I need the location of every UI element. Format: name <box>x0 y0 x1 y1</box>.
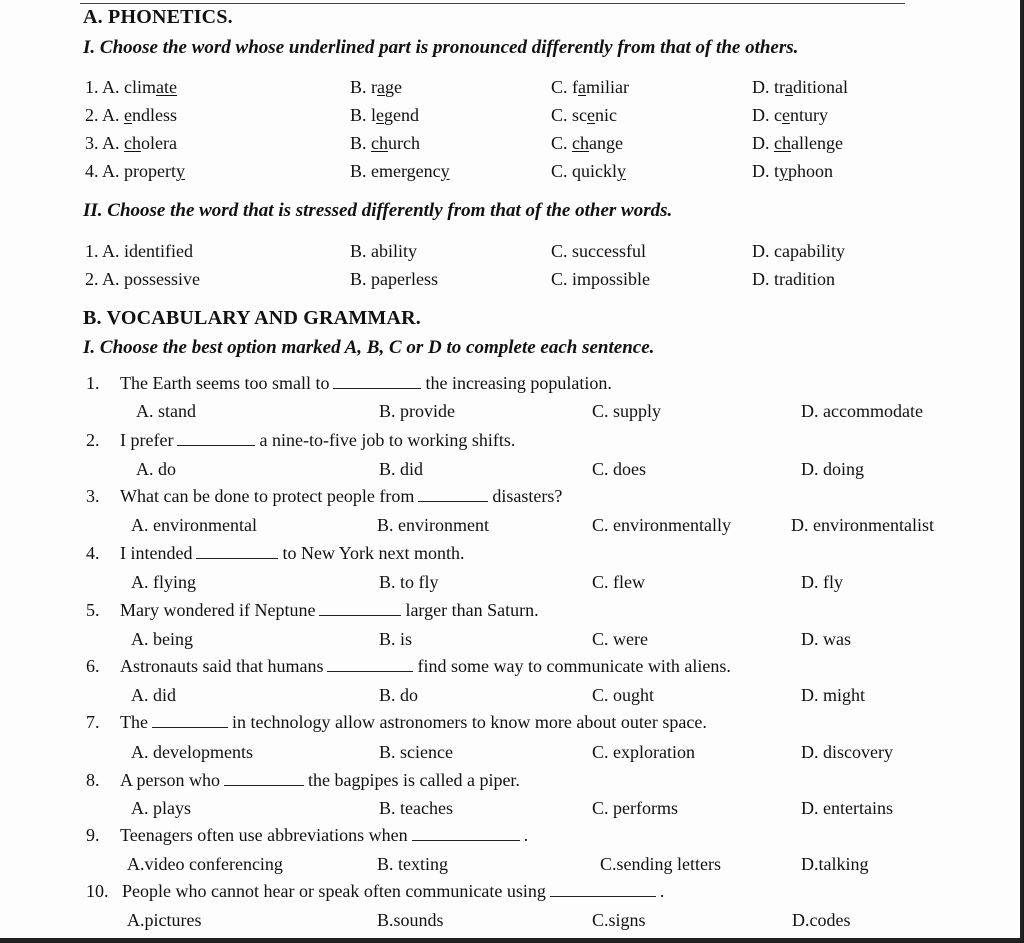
stress-question-row <box>0 241 1020 267</box>
underlined-part: a <box>377 77 386 97</box>
option-label: B. <box>350 77 367 97</box>
section-b-title: B. VOCABULARY AND GRAMMAR. <box>83 307 421 329</box>
answer-blank <box>550 882 656 897</box>
option-d: D. accommodate <box>801 401 923 421</box>
option-a: A.pictures <box>127 910 202 930</box>
option-c: C. supply <box>592 401 662 421</box>
options-row <box>0 572 1020 598</box>
option-c: C. ought <box>592 685 655 705</box>
option-text: ntury <box>790 105 828 125</box>
option-a: A. flying <box>131 572 196 592</box>
vocabulary-instruction: I. Choose the best option marked A, B, C or D to complete each sentence. <box>83 337 655 358</box>
option-label: D. <box>752 77 770 97</box>
option-text: clim <box>124 77 157 97</box>
option-text: quickl <box>572 161 618 181</box>
option-d: D. discovery <box>801 742 893 762</box>
stem-text: the bagpipes is called a piper. <box>308 770 520 790</box>
answer-blank <box>196 544 278 559</box>
option-b: B. did <box>379 459 424 479</box>
option-d: D. capability <box>752 241 845 261</box>
question-stem <box>0 486 1020 512</box>
answer-blank <box>327 657 413 672</box>
answer-blank <box>319 601 401 616</box>
question-number: 1. A. <box>85 77 120 97</box>
stem-text: . <box>523 825 529 845</box>
stem-text: in technology allow astronomers to know more about outer space. <box>231 712 707 732</box>
options-row <box>0 401 1020 427</box>
question-number: 8. <box>86 770 100 790</box>
option-b: B. ability <box>350 241 417 261</box>
option-c: C. performs <box>592 798 678 818</box>
option-a: 1. A. identified <box>85 241 193 261</box>
question-number: 1. <box>86 373 100 393</box>
question-stem <box>0 712 1020 738</box>
underlined-part: y <box>176 161 185 181</box>
answer-blank <box>333 374 421 389</box>
phonetics-question-row <box>0 77 1020 103</box>
stem-text: A person who <box>120 770 220 790</box>
question-stem <box>0 825 1020 851</box>
option-b: B. to fly <box>379 572 439 592</box>
underlined-part: a <box>785 77 793 97</box>
phonetics-question-row <box>0 133 1020 159</box>
option-b: B. teaches <box>379 798 453 818</box>
options-row <box>0 910 1020 936</box>
answer-blank <box>224 771 304 786</box>
question-number: 2. A. <box>85 105 120 125</box>
underlined-part: ch <box>124 133 142 153</box>
option-d: D. entertains <box>801 798 893 818</box>
option-text: sc <box>572 105 588 125</box>
option-d: D. doing <box>801 459 864 479</box>
stem-text: to New York next month. <box>282 543 465 563</box>
option-c: C. were <box>592 629 648 649</box>
option-c: C. environmentally <box>592 515 731 535</box>
question-number: 9. <box>86 825 100 845</box>
underlined-part: e <box>124 105 133 125</box>
phonetics-question-row <box>0 161 1020 187</box>
stem-text: the increasing population. <box>425 373 612 393</box>
option-c: C. exploration <box>592 742 695 762</box>
option-text: propert <box>124 161 176 181</box>
option-label: C. <box>551 133 568 153</box>
option-text: t <box>774 161 780 181</box>
option-text: ge <box>385 77 403 97</box>
underlined-part: a <box>578 77 587 97</box>
option-d: D.codes <box>792 910 851 930</box>
question-stem <box>0 881 1020 907</box>
option-a: A.video conferencing <box>127 854 283 874</box>
stem-text: a nine-to-five job to working shifts. <box>259 430 516 450</box>
question-number: 2. <box>86 430 100 450</box>
underlined-part: ch <box>371 133 389 153</box>
options-row <box>0 854 1020 880</box>
stem-text: disasters? <box>492 486 563 506</box>
answer-blank <box>152 713 228 728</box>
underlined-part: e <box>376 105 385 125</box>
option-c: C. impossible <box>551 269 651 289</box>
stem-text: Teenagers often use abbreviations when <box>120 825 408 845</box>
option-text: phoon <box>788 161 834 181</box>
answer-blank <box>177 431 255 446</box>
stem-text: I intended <box>120 543 193 563</box>
option-text: olera <box>141 133 177 153</box>
option-label: D. <box>752 161 770 181</box>
underlined-part: ch <box>572 133 590 153</box>
option-a: 2. A. possessive <box>85 269 201 289</box>
stem-text: What can be done to protect people from <box>120 486 415 506</box>
option-label: B. <box>350 133 367 153</box>
stem-text: find some way to communicate with aliens. <box>417 656 731 676</box>
answer-blank <box>418 487 488 502</box>
options-row <box>0 742 1020 768</box>
option-a: A. being <box>131 629 193 649</box>
option-b: B.sounds <box>377 910 444 930</box>
option-label: B. <box>350 161 367 181</box>
option-text: gend <box>384 105 420 125</box>
option-b: B. provide <box>379 401 455 421</box>
question-number: 7. <box>86 712 100 732</box>
option-c: C.sending letters <box>600 854 721 874</box>
question-number: 6. <box>86 656 100 676</box>
phonetics-instruction-2: II. Choose the word that is stressed differently from that of the other words. <box>83 200 673 221</box>
option-text: allenge <box>791 133 843 153</box>
question-number: 3. <box>86 486 100 506</box>
answer-blank <box>412 826 520 841</box>
option-d: D.talking <box>801 854 869 874</box>
option-text: ndless <box>132 105 178 125</box>
section-a-title: A. PHONETICS. <box>83 6 233 28</box>
option-a: A. environmental <box>131 515 257 535</box>
underlined-part: y <box>440 161 450 181</box>
question-number: 3. A. <box>85 133 120 153</box>
underlined-part: e <box>782 105 790 125</box>
stem-text: The <box>120 712 148 732</box>
stem-text: Astronauts said that humans <box>120 656 324 676</box>
stem-text: The Earth seems too small to <box>120 373 330 393</box>
option-text: emergenc <box>371 161 441 181</box>
option-text: tr <box>774 77 785 97</box>
option-text: ange <box>589 133 623 153</box>
option-label: C. <box>551 77 568 97</box>
stem-text: larger than Saturn. <box>405 600 539 620</box>
phonetics-instruction-1: I. Choose the word whose underlined part is pronounced differently from that of the others. <box>83 37 799 58</box>
question-stem <box>0 770 1020 796</box>
top-rule <box>80 3 905 4</box>
stem-text: . <box>659 881 665 901</box>
question-number: 4. <box>86 543 100 563</box>
underlined-part: e <box>587 105 596 125</box>
option-d: D. environmentalist <box>791 515 934 535</box>
stress-question-row <box>0 269 1020 295</box>
option-c: C.signs <box>592 910 646 930</box>
underlined-part: y <box>617 161 627 181</box>
option-a: A. did <box>131 685 176 705</box>
options-row <box>0 629 1020 655</box>
option-text: f <box>572 77 579 97</box>
option-d: D. fly <box>801 572 843 592</box>
option-label: C. <box>551 161 568 181</box>
option-text: r <box>371 77 378 97</box>
underlined-part: ch <box>774 133 791 153</box>
question-stem <box>0 373 1020 399</box>
option-b: B. paperless <box>350 269 438 289</box>
options-row <box>0 515 1020 541</box>
option-c: C. flew <box>592 572 645 592</box>
option-text: miliar <box>586 77 630 97</box>
option-text: c <box>774 105 782 125</box>
option-d: D. tradition <box>752 269 835 289</box>
question-stem <box>0 656 1020 682</box>
phonetics-question-row <box>0 105 1020 131</box>
option-b: B. environment <box>377 515 489 535</box>
option-label: C. <box>551 105 568 125</box>
question-number: 10. <box>86 881 109 901</box>
stem-text: Mary wondered if Neptune <box>120 600 316 620</box>
option-b: B. do <box>379 685 419 705</box>
question-number: 4. A. <box>85 161 120 181</box>
option-text: ditional <box>793 77 848 97</box>
option-d: D. might <box>801 685 866 705</box>
stem-text: I prefer <box>120 430 174 450</box>
option-label: D. <box>752 105 770 125</box>
option-a: A. plays <box>131 798 191 818</box>
underlined-part: y <box>779 161 789 181</box>
option-a: A. stand <box>136 401 196 421</box>
option-b: B. is <box>379 629 413 649</box>
option-b: B. texting <box>377 854 448 874</box>
options-row <box>0 459 1020 485</box>
option-d: D. was <box>801 629 851 649</box>
option-a: A. developments <box>131 742 253 762</box>
option-text: nic <box>595 105 618 125</box>
option-c: C. successful <box>551 241 646 261</box>
option-label: B. <box>350 105 367 125</box>
option-label: D. <box>752 133 770 153</box>
options-row <box>0 685 1020 711</box>
option-text: l <box>371 105 377 125</box>
question-number: 5. <box>86 600 100 620</box>
question-stem <box>0 430 1020 456</box>
question-stem <box>0 600 1020 626</box>
option-b: B. science <box>379 742 453 762</box>
underlined-part: ate <box>156 77 177 97</box>
option-a: A. do <box>136 459 176 479</box>
options-row <box>0 798 1020 824</box>
stem-text: People who cannot hear or speak often communicate using <box>122 881 546 901</box>
option-c: C. does <box>592 459 646 479</box>
question-stem <box>0 543 1020 569</box>
option-text: urch <box>388 133 420 153</box>
